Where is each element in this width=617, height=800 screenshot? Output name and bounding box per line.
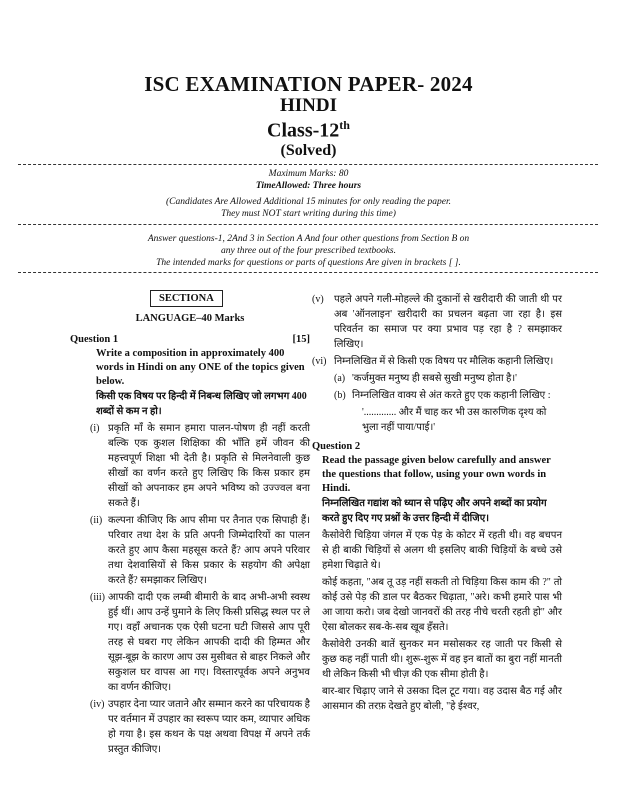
sub-number: (a)	[334, 373, 346, 384]
item-text: पहले अपने गली-मोहल्ले की दुकानों से खरीदारी की जाती थी पर अब 'ऑनलाइन' खरीदारी का प्रचलन बढ़ता जा रहा है। इस परिवर्तन का समाज पर क्या प्रभाव पड़ रहा है ? समझाकर लिखिए।	[334, 294, 562, 350]
divider-2	[18, 224, 598, 225]
divider-3	[18, 272, 598, 273]
item-number: (iii)	[90, 592, 105, 603]
instructions-1: Answer questions-1, 2And 3 in Section A And four other questions from Section B on	[147, 234, 470, 244]
passage-para-2: कोई कहता, "अब तू उड़ नहीं सकती तो चिड़िया किस काम की ?" तो कोई उसे पेड़ की डाल पर बैठकर चिढ़ाता, "अरे। कभी हमारे पास भी आ जाया करो। जब देखो जानवरों की तरह नीचे चरती रहती हो" और ऐसा बोलकर सब-के-सब खूब हँसते।	[322, 577, 562, 633]
time-allowed: TimeAllowed: Three hours	[255, 181, 362, 191]
solved-label: (Solved)	[280, 142, 337, 159]
sub-number: (b)	[334, 390, 346, 401]
instructions-2: any three out of the four prescribed textbooks.	[220, 246, 396, 256]
sub-text: निम्नलिखित वाक्य से अंत करते हुए एक कहानी लिखिए :	[352, 390, 551, 401]
q1-instruction-hi: किसी एक विषय पर हिन्दी में निबन्ध लिखिए जो लगभग 400 शब्दों से कम न हो।	[96, 391, 307, 417]
left-column	[70, 290, 310, 757]
item-number: (iv)	[90, 699, 105, 710]
question-2-label: Question 2	[312, 441, 361, 452]
item-number: (v)	[312, 294, 324, 305]
passage-para-3: कैसोवेरी उनकी बातें सुनकर मन मसोसकर रह जाती पर किसी से कुछ कह नहीं पाती थी। शुरू-शुरू में वह इन बातों का बुरा नहीं मानती थी लेकिन किसी भी चीज़ की एक सीमा होती है।	[322, 639, 562, 680]
subject-title: HINDI	[279, 95, 337, 116]
q1-instruction-en: Write a composition in approximately 400 words in Hindi on any ONE of the topics given below.	[96, 348, 305, 387]
class-title	[0, 118, 617, 143]
q1-item-vi	[312, 354, 562, 369]
item-number: (ii)	[90, 515, 103, 526]
language-heading: LANGUAGE–40 Marks	[135, 313, 245, 324]
class-prefix: Class-12	[267, 119, 340, 142]
q2-instruction-hi: निम्नलिखित गद्यांश को ध्यान से पढ़िए और अपने शब्दों का प्रयोग करते हुए दिए गए प्रश्नों के उत्तर हिन्दी में दीजिए।	[322, 498, 547, 524]
q2-instruction-en: Read the passage given below carefully and answer the questions that follow, using your own words in Hindi.	[322, 455, 551, 494]
max-marks: Maximum Marks: 80	[268, 169, 349, 179]
item-number: (vi)	[312, 356, 327, 367]
passage-para-1: कैसोवेरी चिड़िया जंगल में एक पेड़ के कोटर में रहती थी। वह बचपन से ही बाकी चिड़ियों से अलग थी इसलिए बाकी चिड़ियों के बच्चे उसे हमेशा चिढ़ाते थे।	[322, 530, 562, 571]
q1-sub-a	[334, 371, 562, 386]
item-text: कल्पना कीजिए कि आप सीमा पर तैनात एक सिपाही हैं। परिवार तथा देश के प्रति अपनी जिम्मेदारियों का पालन करते हुए आप कैसा महसूस करते हैं? आप अपने परिवार तथा देशवासियों से किस प्रकार के सहयोग की अपेक्षा करते हैं? समझाकर लिखिए।	[108, 515, 310, 586]
question-1-header	[70, 332, 310, 347]
item-text: उपहार देना प्यार जताने और सम्मान करने का परिचायक है पर वर्तमान में उपहार का स्वरूप प्यार कम, व्यापार अधिक हो गया है। इस कथन के पक्ष अथवा विपक्ष में अपने तर्क प्रस्तुत कीजिए।	[108, 699, 310, 755]
instructions-3: The intended marks for questions or parts of questions Are given in brackets [ ].	[156, 258, 461, 268]
reading-note-2: They must NOT start writing during this time)	[221, 209, 396, 219]
q1-item-iii	[90, 590, 310, 695]
section-title: SECTIONA	[150, 290, 223, 307]
passage-para-4: बार-बार चिढ़ाए जाने से उसका दिल टूट गया। वह उदास बैठ गई और आसमान की तरफ़ देखते हुए बोली, "हे ईश्वर,	[322, 686, 562, 712]
sub-text: 'कर्जमुक्त मनुष्य ही सबसे सुखी मनुष्य होता है।'	[352, 373, 517, 384]
q1-sub-b-quote: '............. और मैं चाह कर भी उस कारुणिक दृश्य को भुला नहीं पाया/पाई।'	[362, 407, 547, 433]
item-text: आपकी दादी एक लम्बी बीमारी के बाद अभी-अभी स्वस्थ हुई थीं। आप उन्हें घुमाने के लिए किसी प्रसिद्ध स्थल पर ले गए। वहाँ अचानक एक ऐसी घटना घटी जिससे आप पूरी तरह से घबरा गए लेकिन आपकी दादी की हिम्मत और सूझ-बूझ के कारण आप उस मुसीबत से बाहर निकले और सकुशल घर वापस आ गए। विस्तारपूर्वक अपने अनुभव का वर्णन कीजिए।	[108, 592, 310, 693]
item-text: प्रकृति माँ के समान हमारा पालन-पोषण ही नहीं करती बल्कि एक कुशल शिक्षिका की भाँति हमें जीवन की महत्त्वपूर्ण शिक्षा भी देती है। प्रकृति से मिलनेवाली कुछ सीखों का वर्णन करते हुए लिखिए कि किस प्रकार हम सीखों को अपनाकर हम अपने भविष्य को उज्ज्वल बना सकते हैं।	[108, 423, 310, 509]
q1-sub-b	[334, 388, 562, 403]
q1-item-iv	[90, 697, 310, 757]
right-column	[312, 290, 562, 714]
question-1-label: Question 1	[70, 334, 119, 345]
paper-title: ISC EXAMINATION PAPER- 2024	[144, 72, 473, 96]
q1-item-v	[312, 292, 562, 352]
q1-item-i	[90, 421, 310, 511]
question-1-marks: [15]	[292, 334, 310, 345]
q1-item-ii	[90, 513, 310, 588]
divider-1	[18, 164, 598, 165]
reading-note-1: (Candidates Are Allowed Additional 15 minutes for only reading the paper.	[165, 197, 452, 207]
class-suffix: th	[339, 118, 350, 132]
item-number: (i)	[90, 423, 100, 434]
item-text: निम्नलिखित में से किसी एक विषय पर मौलिक कहानी लिखिए।	[334, 356, 554, 367]
